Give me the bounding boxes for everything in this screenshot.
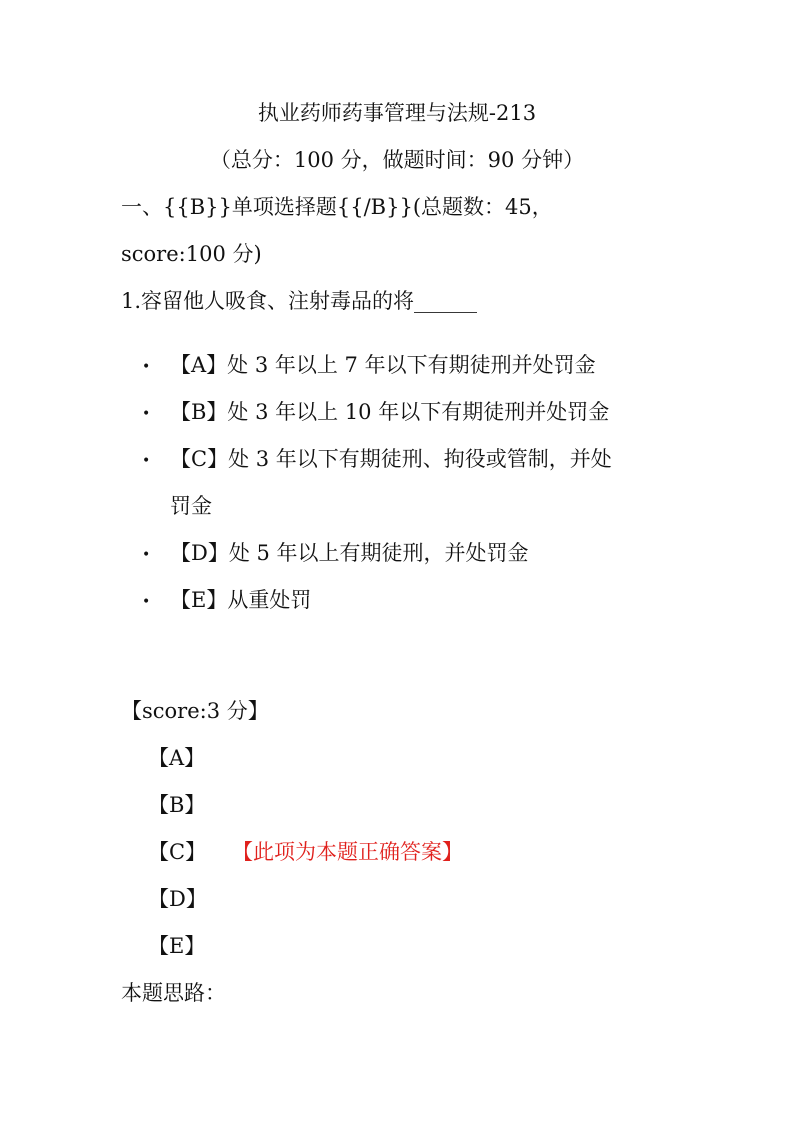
option-b-label: 【B】处 3 年以上 10 年以下有期徒刑并处罚金 <box>170 400 610 424</box>
option-c-label-line2: 罚金 <box>170 494 212 518</box>
section-heading-line2: score:100 分) <box>121 242 262 266</box>
document-subtitle: （总分：100 分，做题时间：90 分钟） <box>209 148 585 172</box>
option-e-label: 【E】从重处罚 <box>170 588 312 612</box>
option-c <box>142 444 612 476</box>
bullet-icon: • <box>142 546 151 563</box>
answer-choice-c: 【C】 <box>148 840 207 864</box>
answer-choice-e: 【E】 <box>148 934 206 958</box>
bullet-icon: • <box>142 405 151 422</box>
score-label: 【score:3 分】 <box>121 699 269 723</box>
question-text: 1.容留他人吸食、注射毒品的将______ <box>121 289 478 313</box>
answer-choice-d: 【D】 <box>148 887 207 911</box>
option-e <box>142 585 311 617</box>
option-d-label: 【D】处 5 年以上有期徒刑，并处罚金 <box>170 541 529 565</box>
option-c-label-line1: 【C】处 3 年以下有期徒刑、拘役或管制，并处 <box>170 447 612 471</box>
document-title: 执业药师药事管理与法规-213 <box>257 101 537 125</box>
correct-answer-note: 【此项为本题正确答案】 <box>232 840 463 864</box>
answer-choice-b: 【B】 <box>148 793 206 817</box>
bullet-icon: • <box>142 358 151 375</box>
option-a-label: 【A】处 3 年以上 7 年以下有期徒刑并处罚金 <box>170 353 596 377</box>
bullet-icon: • <box>142 593 151 610</box>
analysis-label: 本题思路： <box>121 981 226 1005</box>
bullet-icon: • <box>142 452 151 469</box>
option-a <box>142 350 596 382</box>
section-heading-line1: 一、{{B}}单项选择题{{/B}}(总题数：45， <box>121 195 553 219</box>
option-b <box>142 397 609 429</box>
answer-choice-a: 【A】 <box>148 746 206 770</box>
option-d <box>142 538 529 570</box>
